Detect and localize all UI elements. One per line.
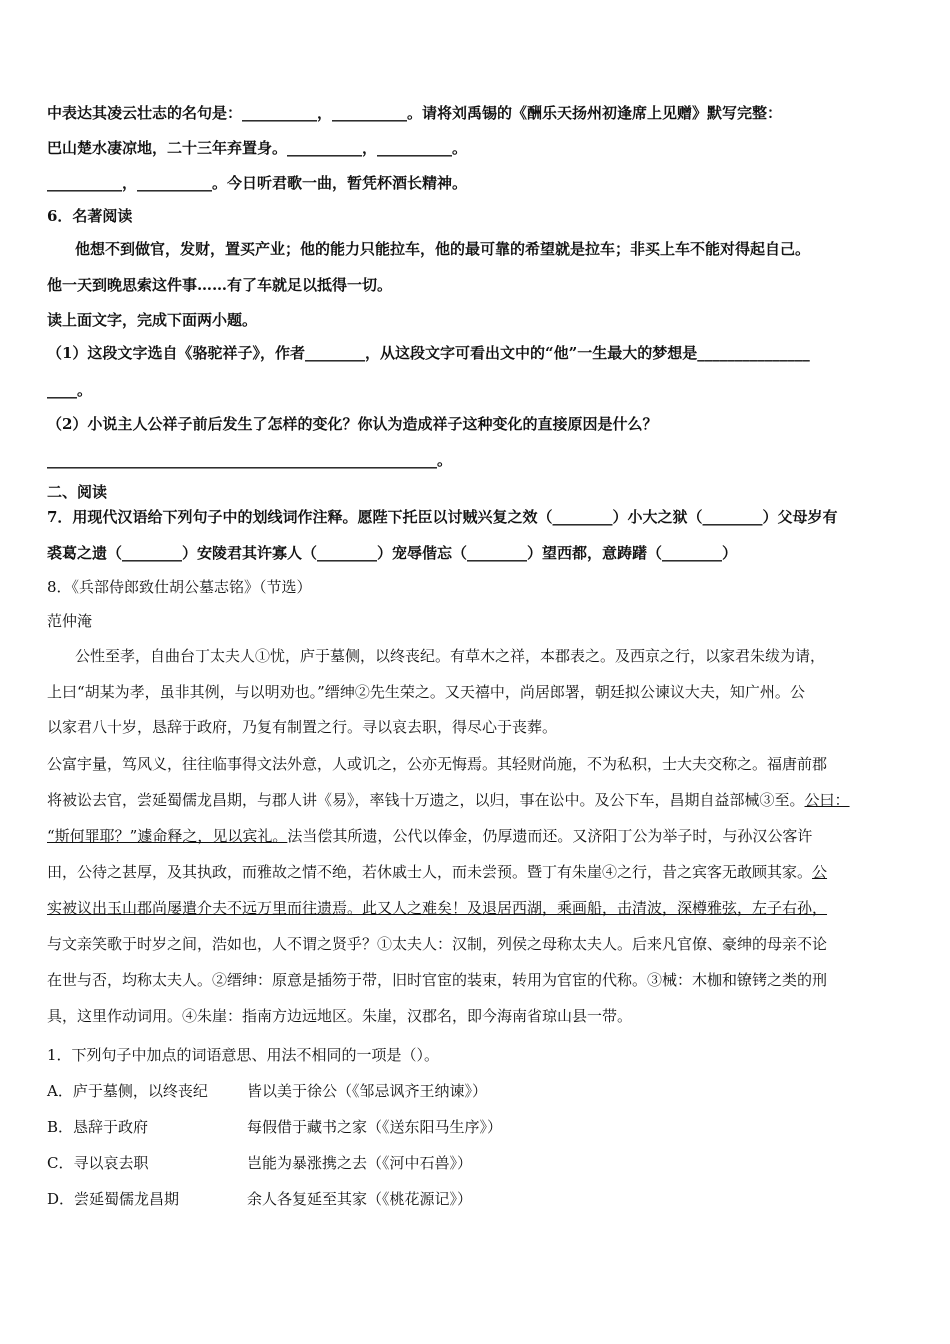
q8-passage-line-2: 上曰“胡某为孝，虽非其例，与以明劝也。”缙绅②先生荣之。又天禧中，尚居郎署，朝廷拟公谏议大夫，知广州。公 — [47, 683, 805, 701]
option-c[interactable] — [47, 1153, 472, 1173]
option-b[interactable] — [47, 1117, 502, 1137]
q6-title: 6．名著阅读 — [47, 207, 133, 225]
q8-passage-line-5 — [47, 790, 850, 810]
q6-instruction: 读上面文字，完成下面两小题。 — [47, 311, 258, 329]
q8-title: 8．《兵部侍郎致仕胡公墓志铭》（节选） — [47, 578, 312, 596]
q6-sub2: （2）小说主人公祥子前后发生了怎样的变化？你认为造成祥子这种变化的直接原因是什么？ — [47, 415, 658, 433]
q8-passage-line-8: 实被议出玉山郡尚屡遣介夫不远万里而往遗焉。此又人之难矣！及退居西湖，乘画船，击清波，深樽雅弦，左子右孙， — [47, 899, 828, 917]
q5-line-2: 巴山楚水凄凉地，二十三年弃置身。__________，__________。 — [47, 139, 468, 157]
option-a[interactable] — [47, 1081, 487, 1101]
q8-author: 范仲淹 — [47, 612, 93, 630]
q8-underlined-start: 公 — [812, 863, 828, 881]
q8-passage-line-11: 具，这里作动词用。④朱崖：指南方边远地区。朱崖，汉郡名，即今海南省琼山县一带。 — [47, 1007, 633, 1025]
q7-line-2: 裘葛之遗（________）安陵君其许寡人（________）宠辱偕忘（________）望西都，意踌躇（________） — [47, 544, 738, 562]
q6-passage-line-1: 他想不到做官，发财，置买产业；他的能力只能拉车，他的最可靠的希望就是拉车；非买上车不能对得起自己。 — [75, 240, 811, 258]
q6-passage-line-2: 他一天到晚思索这件事……有了车就足以抵得一切。 — [47, 276, 393, 294]
q6-sub1-line-1: （1）这段文字选自《骆驼祥子》，作者________，从这段文字可看出文中的“他”一生最大的梦想是_______________ — [47, 344, 810, 362]
q8-passage-line-10: 在世与否，均称太夫人。②缙绅：原意是插笏于带，旧时官宦的装束，转用为官宦的代称。③械：木枷和镣铐之类的刑 — [47, 971, 828, 989]
q6-sub1-line-2: ____。 — [47, 381, 93, 399]
option-c-left: C．寻以哀去职 — [47, 1154, 149, 1172]
option-b-left: B．恳辞于政府 — [47, 1118, 149, 1136]
q8-passage-line-4: 公富宇量，笃风义，往往临事得文法外意，人或讥之，公亦无悔焉。其轻财尚施，不为私积，士大夫交称之。福唐前郡 — [47, 755, 828, 773]
q8-passage-line-5-text: 将被讼去官，尝延蜀儒龙昌期，与郡人讲《易》，率钱十万遗之，以归，事在讼中。及公下车，昌期自益部械③至。 — [47, 791, 805, 809]
q8-passage-line-1: 公性至孝，自曲台丁太夫人①忧，庐于墓侧，以终丧纪。有草木之祥，本郡表之。及西京之行，以家君朱绂为请， — [75, 647, 826, 665]
q7-line-1: 7．用现代汉语给下列句子中的划线词作注释。愿陛下托臣以讨贼兴复之效（________）小大之狱（________）父母岁有 — [47, 508, 838, 526]
q8-underlined-quote: “斯何罪耶？”遽命释之，见以宾礼。 — [47, 827, 288, 845]
option-c-right: 岂能为暴涨携之去（《河中石兽》） — [247, 1154, 473, 1172]
q8-passage-line-3: 以家君八十岁，恳辞于政府，乃复有制置之行。寻以哀去职，得尽心于丧葬。 — [47, 718, 558, 736]
option-d[interactable] — [47, 1189, 472, 1209]
q8-passage-line-7-text: 田，公待之甚厚，及其执政，而雅故之情不绝，若休戚士人，而未尝预。暨丁有朱崖④之行，昔之宾客无敢顾其家。 — [47, 863, 813, 881]
option-a-right: 皆以美于徐公（《邹忌讽齐王纳谏》） — [247, 1082, 488, 1100]
q8-passage-line-7 — [47, 862, 827, 882]
option-a-left: A．庐于墓侧，以终丧纪 — [47, 1082, 208, 1100]
q5-line-1: 中表达其凌云壮志的名句是：__________，__________。请将刘禹锡的《酬乐天扬州初逢席上见赠》默写完整： — [47, 104, 783, 122]
q5-line-3: __________，__________。今日听君歌一曲，暂凭杯酒长精神。 — [47, 174, 468, 192]
section-2-title: 二、阅读 — [47, 483, 108, 501]
q8-sub1-question: 1．下列句子中加点的词语意思、用法不相同的一项是（）。 — [47, 1046, 440, 1064]
option-d-left: D．尝延蜀儒龙昌期 — [47, 1190, 180, 1208]
q6-sub2-answer: ____________________________________________________。 — [47, 451, 453, 469]
q8-passage-line-6 — [47, 826, 812, 846]
q8-passage-line-6-text: 法当偿其所遗，公代以俸金，仍厚遗而还。又济阳丁公为举子时，与孙汉公客许 — [287, 827, 813, 845]
option-b-right: 每假借于藏书之家（《送东阳马生序》） — [247, 1118, 503, 1136]
q8-underlined-quote-start: 公曰： — [804, 791, 850, 809]
q8-passage-line-9: 与文亲笑歌于时岁之间，浩如也，人不谓之贤乎？①太夫人：汉制，列侯之母称太夫人。后来凡官僚、豪绅的母亲不论 — [47, 935, 828, 953]
option-d-right: 余人各复延至其家（《桃花源记》） — [247, 1190, 473, 1208]
